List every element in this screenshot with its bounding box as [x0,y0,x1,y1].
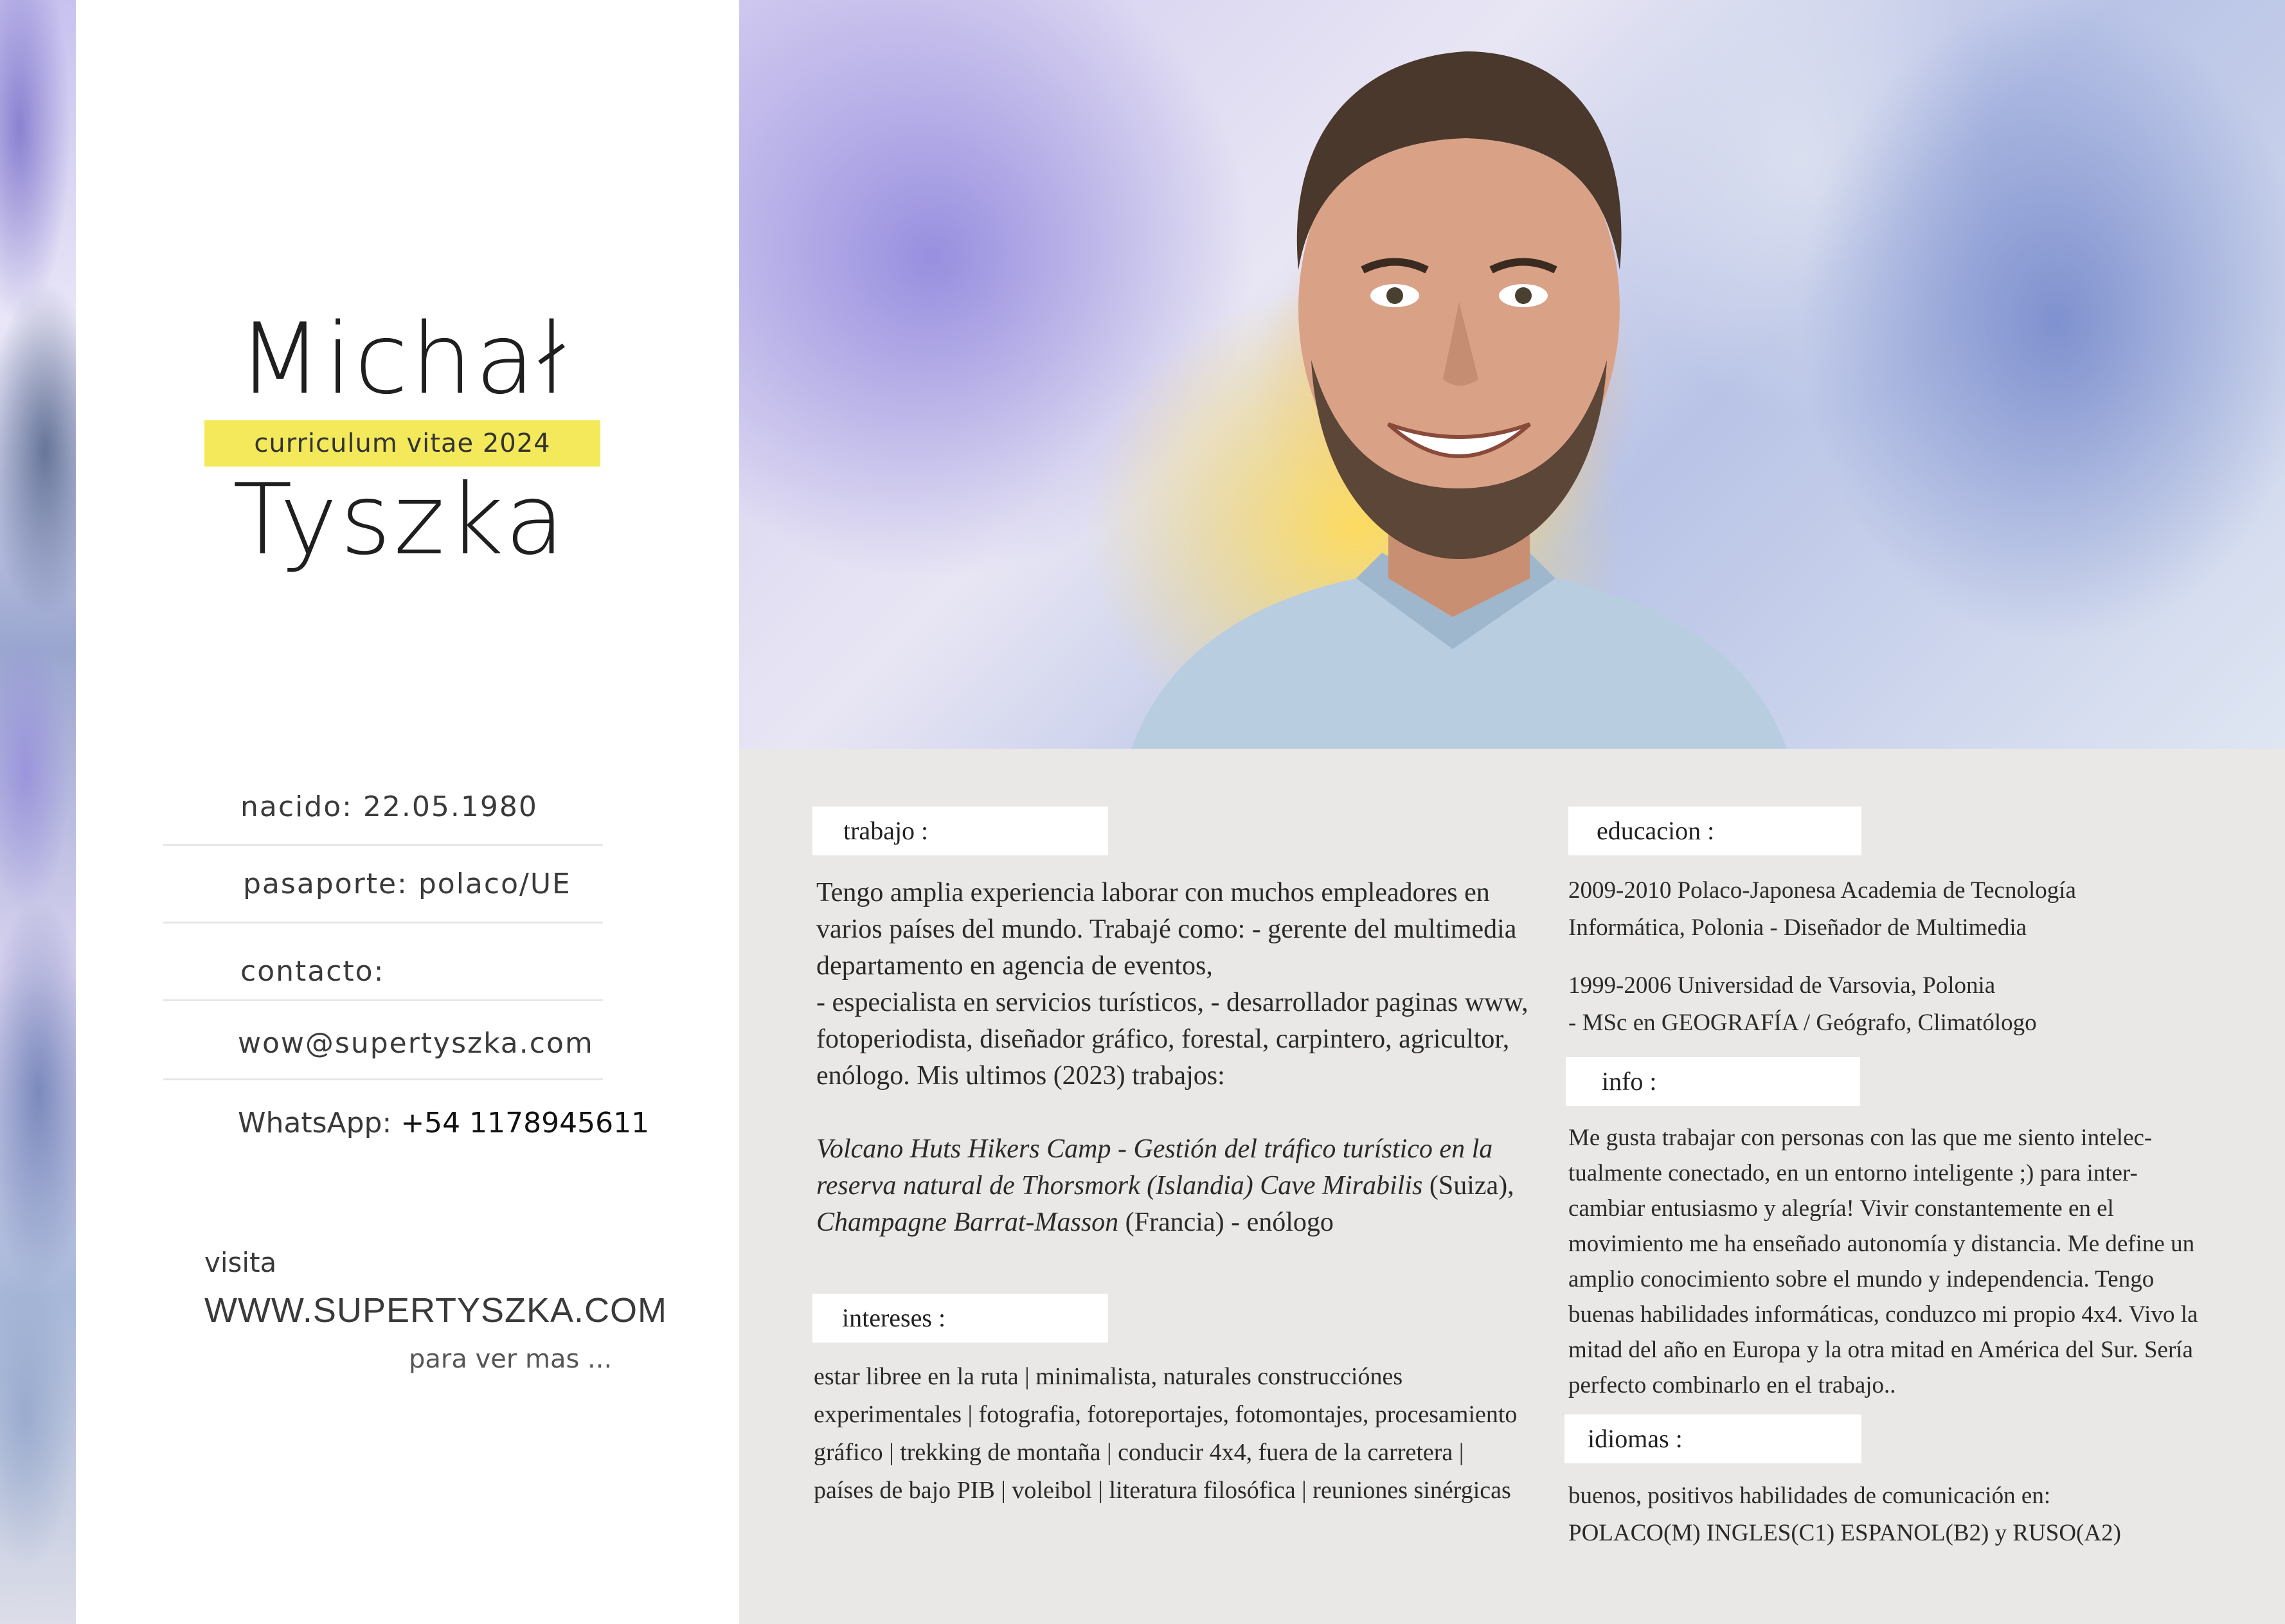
info-title: info : [1602,1067,1657,1096]
contact-label: contacto: [240,955,385,988]
content-area [739,749,2285,1624]
last-name: Tyszka [233,463,568,576]
divider [163,1078,603,1080]
email-link[interactable]: wow@supertyszka.com [238,1027,594,1060]
recent-job-2: Champagne Barrat-Masson [816,1208,1119,1237]
trabajo-title: trabajo : [843,816,929,845]
educacion-title: educacion : [1597,816,1715,845]
see-more-text: para ver mas ... [409,1344,613,1374]
trabajo-text [816,875,1549,1241]
trabajo-label [812,807,1108,855]
idiomas-label [1564,1414,1861,1463]
portrait-figure [1054,0,1864,749]
educacion-label [1568,807,1861,855]
divider [163,922,603,924]
passport: pasaporte: polaco/UE [243,868,571,900]
trabajo-paragraph-1: Tengo amplia experiencia laborar con muchos empleadores en varios países del mundo. Trabajé como: - gerente del multimedia departamento en agencia de eventos, [816,878,1517,981]
visit-label: visita [204,1247,277,1278]
educacion-text [1568,872,2211,1042]
intereses-text: estar libree en la ruta | minimalista, naturales construcciónes experimentales | fotografia, fotoreportajes, fotomontajes, procesamiento gráfico | trekking de montaña | conducir 4x4, fuera de la carretera | países de bajo PIB | voleibol | literatura filosófica | reuniones sinérgicas [814,1363,1518,1504]
whatsapp-number[interactable]: +54 1178945611 [400,1107,650,1139]
trabajo-paragraph-2: - especialista en servicios turísticos, - desarrollador paginas www, fotoperiodista, diseñador gráfico, forestal, carpintero, agricultor, enólogo. Mis ultimos (2023) trabajos: [816,988,1528,1091]
info-label [1566,1057,1860,1106]
edu-item-1-line-2: Informática, Polonia - Diseñador de Multimedia [1568,915,2027,941]
idiomas-line-1: buenos, positivos habilidades de comunicación en: [1568,1483,2051,1509]
portrait-photo [739,0,2285,749]
recent-job-2-country: (Francia) - enólogo [1118,1208,1334,1237]
idiomas-text [1568,1477,2211,1552]
recent-job-1: Volcano Huts Hikers Camp - Gestión del tráfico turístico en la reserva natural de Thorsmork (Islandia) Cave Mirabilis [816,1134,1493,1200]
divider [163,999,603,1001]
intereses-title: intereses : [842,1303,946,1332]
edu-item-2-line-2: - MSc en GEOGRAFÍA / Geógrafo, Climatólogo [1568,1010,2037,1036]
intereses-label [812,1294,1108,1343]
divider [163,844,603,846]
born-date: nacido: 22.05.1980 [240,790,538,823]
first-name: Michał [238,302,568,416]
trabajo-recent-jobs [816,1131,1549,1241]
whatsapp-contact[interactable] [238,1107,677,1139]
website-link[interactable]: WWW.SUPERTYSZKA.COM [204,1291,668,1330]
edu-item-1-line-1: 2009-2010 Polaco-Japonesa Academia de Tecnología [1568,877,2076,904]
idiomas-title: idiomas : [1588,1424,1683,1453]
edu-item-2-line-1: 1999-2006 Universidad de Varsovia, Polonia [1568,972,1996,999]
cv-tagline: curriculum vitae 2024 [204,420,600,467]
whatsapp-label: WhatsApp: [238,1107,401,1139]
decorative-painting-strip [0,0,76,1624]
idiomas-line-2: POLACO(M) INGLES(C1) ESPANOL(B2) y RUSO(A2) [1568,1520,2121,1546]
recent-job-1-country: (Suiza), [1422,1171,1514,1200]
info-text: Me gusta trabajar con personas con las que me siento intelec-tualmente conectado, en un entorno inteligente ;) para inter-cambiar entusiasmo y alegría! Vivir constantemente en el movimiento me ha enseñado autonomía y distancia. Me define un amplio conocimiento sobre el mundo y independencia. Tengo buenas habilidades informáticas, conduzco mi propio 4x4. Vivo la mitad del año en Europa y la otra mitad en América del Sur. Sería perfecto combinarlo en el trabajo.. [1568,1125,2198,1398]
